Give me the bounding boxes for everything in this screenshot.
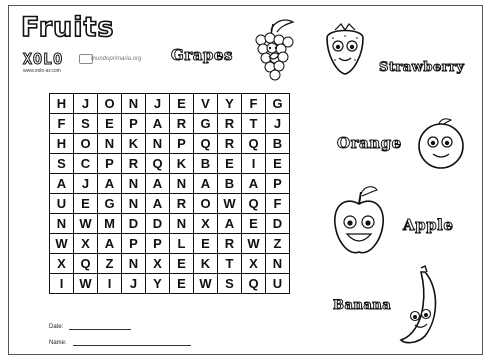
- date-label: Date:: [49, 324, 64, 330]
- grid-cell[interactable]: J: [74, 174, 98, 194]
- grid-cell[interactable]: Q: [242, 134, 266, 154]
- grid-cell[interactable]: N: [170, 214, 194, 234]
- grid-cell[interactable]: J: [266, 114, 290, 134]
- grid-cell[interactable]: W: [74, 274, 98, 294]
- grid-cell[interactable]: F: [266, 194, 290, 214]
- grid-cell[interactable]: Y: [218, 94, 242, 114]
- word-orange: Orange: [337, 134, 402, 152]
- grid-cell[interactable]: P: [266, 174, 290, 194]
- grid-cell[interactable]: K: [170, 154, 194, 174]
- orange-icon: [413, 116, 469, 172]
- partner-logo: mundoprimaria.org: [91, 56, 142, 62]
- grid-cell[interactable]: A: [50, 174, 74, 194]
- grid-row: [50, 234, 290, 254]
- grid-cell[interactable]: W: [242, 234, 266, 254]
- grid-cell[interactable]: S: [218, 274, 242, 294]
- grid-cell[interactable]: K: [122, 134, 146, 154]
- grid-cell[interactable]: E: [218, 154, 242, 174]
- grid-cell[interactable]: S: [74, 114, 98, 134]
- word-grapes: Grapes: [171, 46, 233, 64]
- grid-row: [50, 194, 290, 214]
- grid-cell[interactable]: E: [266, 154, 290, 174]
- grid-cell[interactable]: U: [50, 194, 74, 214]
- grid-cell[interactable]: E: [74, 194, 98, 214]
- grid-cell[interactable]: M: [98, 214, 122, 234]
- grid-cell[interactable]: D: [266, 214, 290, 234]
- grid-cell[interactable]: B: [194, 154, 218, 174]
- grid-cell[interactable]: F: [50, 114, 74, 134]
- grid-cell[interactable]: A: [146, 194, 170, 214]
- grid-cell[interactable]: A: [98, 174, 122, 194]
- grid-cell[interactable]: N: [122, 194, 146, 214]
- grid-cell[interactable]: I: [98, 274, 122, 294]
- grid-cell[interactable]: N: [50, 214, 74, 234]
- grid-cell[interactable]: A: [146, 174, 170, 194]
- grid-cell[interactable]: A: [242, 174, 266, 194]
- grid-row: [50, 94, 290, 114]
- grid-cell[interactable]: J: [74, 94, 98, 114]
- grid-cell[interactable]: X: [146, 254, 170, 274]
- grid-cell[interactable]: Q: [242, 194, 266, 214]
- grid-cell[interactable]: N: [122, 174, 146, 194]
- grid-cell[interactable]: O: [74, 134, 98, 154]
- grid-cell[interactable]: G: [266, 94, 290, 114]
- grid-row: [50, 134, 290, 154]
- grid-cell[interactable]: P: [98, 154, 122, 174]
- grid-cell[interactable]: N: [146, 134, 170, 154]
- grid-cell[interactable]: F: [242, 94, 266, 114]
- grid-cell[interactable]: N: [122, 94, 146, 114]
- grid-row: [50, 214, 290, 234]
- word-search-grid: [49, 93, 290, 294]
- grid-cell[interactable]: E: [242, 214, 266, 234]
- grid-cell[interactable]: Z: [98, 254, 122, 274]
- grid-row: [50, 174, 290, 194]
- grid-cell[interactable]: V: [194, 94, 218, 114]
- grid-cell[interactable]: X: [242, 254, 266, 274]
- grid-row: [50, 274, 290, 294]
- grid-cell[interactable]: I: [50, 274, 74, 294]
- grid-row: [50, 254, 290, 274]
- grid-cell[interactable]: X: [74, 234, 98, 254]
- grid-cell[interactable]: R: [170, 114, 194, 134]
- grid-cell[interactable]: P: [146, 234, 170, 254]
- grid-cell[interactable]: U: [266, 274, 290, 294]
- name-field: [49, 340, 191, 346]
- grid-cell[interactable]: W: [50, 234, 74, 254]
- grid-row: [50, 114, 290, 134]
- grid-cell[interactable]: X: [50, 254, 74, 274]
- grid-cell[interactable]: J: [122, 274, 146, 294]
- grid-cell[interactable]: Q: [194, 134, 218, 154]
- grid-cell[interactable]: R: [218, 234, 242, 254]
- grid-cell[interactable]: W: [74, 214, 98, 234]
- grid-cell[interactable]: A: [194, 174, 218, 194]
- grid-cell[interactable]: B: [266, 134, 290, 154]
- worksheet-title: Fruits: [21, 12, 115, 43]
- grid-cell[interactable]: B: [218, 174, 242, 194]
- grid-cell[interactable]: Q: [242, 274, 266, 294]
- grid-cell[interactable]: O: [194, 194, 218, 214]
- grid-cell[interactable]: G: [98, 194, 122, 214]
- xolo-url: www.xolo-ar.com: [23, 68, 61, 74]
- grid-cell[interactable]: R: [218, 114, 242, 134]
- grid-cell[interactable]: W: [194, 274, 218, 294]
- grid-cell[interactable]: E: [194, 234, 218, 254]
- grid-cell[interactable]: A: [98, 234, 122, 254]
- grid-cell[interactable]: P: [122, 234, 146, 254]
- date-field: [49, 324, 131, 330]
- grid-cell[interactable]: I: [242, 154, 266, 174]
- grid-cell[interactable]: S: [50, 154, 74, 174]
- grid-cell[interactable]: J: [146, 94, 170, 114]
- grid-cell[interactable]: W: [218, 194, 242, 214]
- grid-cell[interactable]: N: [98, 134, 122, 154]
- word-strawberry: Strawberry: [379, 60, 465, 75]
- grid-cell[interactable]: O: [98, 94, 122, 114]
- grid-cell[interactable]: X: [194, 214, 218, 234]
- grid-cell[interactable]: T: [218, 254, 242, 274]
- grid-cell[interactable]: Q: [146, 154, 170, 174]
- grid-cell[interactable]: G: [194, 114, 218, 134]
- grid-cell[interactable]: D: [146, 214, 170, 234]
- grid-cell[interactable]: E: [170, 274, 194, 294]
- grid-cell[interactable]: N: [122, 254, 146, 274]
- grapes-icon: [249, 16, 299, 86]
- xolo-logo: XOLO: [23, 50, 64, 68]
- strawberry-icon: [321, 20, 369, 80]
- grid-cell[interactable]: E: [98, 114, 122, 134]
- grid-cell[interactable]: L: [170, 234, 194, 254]
- grid-cell[interactable]: E: [170, 254, 194, 274]
- grid-row: [50, 154, 290, 174]
- grid-cell[interactable]: R: [218, 134, 242, 154]
- grid-cell[interactable]: T: [242, 114, 266, 134]
- grid-cell[interactable]: C: [74, 154, 98, 174]
- grid-cell[interactable]: N: [170, 174, 194, 194]
- grid-cell[interactable]: A: [146, 114, 170, 134]
- grid-cell[interactable]: H: [50, 94, 74, 114]
- grid-cell[interactable]: R: [122, 154, 146, 174]
- banana-icon: [391, 262, 451, 348]
- grid-cell[interactable]: N: [266, 254, 290, 274]
- grid-cell[interactable]: A: [218, 214, 242, 234]
- grid-cell[interactable]: E: [170, 94, 194, 114]
- grid-cell[interactable]: H: [50, 134, 74, 154]
- word-apple: Apple: [403, 216, 454, 234]
- grid-cell[interactable]: K: [194, 254, 218, 274]
- apple-icon: [329, 184, 389, 260]
- worksheet: [8, 5, 483, 355]
- name-label: Name:: [49, 340, 67, 346]
- grid-cell[interactable]: R: [170, 194, 194, 214]
- grid-cell[interactable]: P: [122, 114, 146, 134]
- grid-cell[interactable]: D: [122, 214, 146, 234]
- grid-cell[interactable]: Z: [266, 234, 290, 254]
- grid-cell[interactable]: Y: [146, 274, 170, 294]
- grid-cell[interactable]: Q: [74, 254, 98, 274]
- word-banana: Banana: [333, 298, 392, 313]
- grid-cell[interactable]: P: [170, 134, 194, 154]
